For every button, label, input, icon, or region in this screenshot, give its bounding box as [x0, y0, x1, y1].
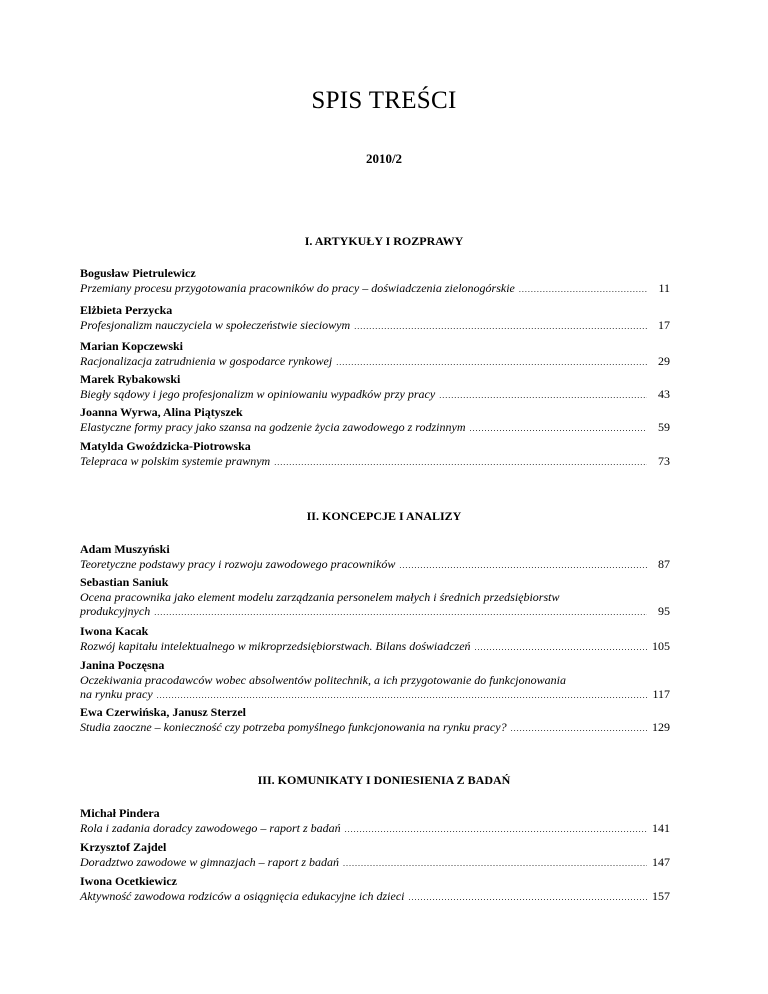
toc-entry[interactable] — [80, 705, 670, 736]
leader-dots — [511, 722, 647, 737]
entry-author: Ewa Czerwińska, Janusz Sterzel — [80, 705, 246, 719]
entry-title: Telepraca w polskim systemie prawnym — [80, 453, 271, 468]
entry-page: 147 — [652, 854, 670, 869]
leader-dots — [475, 641, 647, 656]
leader-dots — [343, 857, 647, 872]
entry-page: 141 — [652, 820, 670, 835]
entry-author: Iwona Ocetkiewicz — [80, 874, 177, 888]
toc-entry[interactable] — [80, 624, 670, 655]
leader-dots — [354, 320, 647, 335]
entry-title: Studia zaoczne – konieczność czy potrzeba pomyślnego funkcjonowania na rynku pracy? — [80, 719, 507, 734]
entry-page: 105 — [652, 638, 670, 653]
entry-title: Teoretyczne podstawy pracy i rozwoju zawodowego pracowników — [80, 556, 396, 571]
section-title: II. KONCEPCJE I ANALIZY — [306, 509, 462, 523]
entry-title: Oczekiwania pracodawców wobec absolwentów politechnik, a ich przygotowanie do funkcjonowania — [80, 672, 566, 687]
toc-entry[interactable] — [80, 372, 670, 403]
entry-author: Marian Kopczewski — [80, 339, 183, 353]
leader-dots — [336, 356, 647, 371]
entry-author: Krzysztof Zajdel — [80, 840, 167, 854]
leader-dots — [409, 891, 648, 906]
toc-entry[interactable] — [80, 303, 670, 334]
leader-dots — [519, 283, 647, 298]
toc-entry[interactable] — [80, 266, 670, 297]
entry-author: Bogusław Pietrulewicz — [80, 266, 196, 280]
entry-title: Rozwój kapitału intelektualnego w mikroprzedsiębiorstwach. Bilans doświadczeń — [80, 638, 471, 653]
toc-entry[interactable] — [80, 339, 670, 370]
toc-entry[interactable] — [80, 405, 670, 436]
entry-title: Elastyczne formy pracy jako szansa na godzenie życia zawodowego z rodzinnym — [80, 419, 466, 434]
section-title: I. ARTYKUŁY I ROZPRAWY — [304, 234, 464, 248]
entry-page: 59 — [658, 419, 670, 434]
entry-title: Biegły sądowy i jego profesjonalizm w opiniowaniu wypadków przy pracy — [80, 386, 436, 401]
leader-dots — [470, 422, 647, 437]
leader-dots — [439, 389, 647, 404]
entry-title-cont: produkcyjnych — [80, 604, 151, 618]
entry-title: Przemiany procesu przygotowania pracowników do pracy – doświadczenia zielonogórskie — [80, 280, 515, 295]
entry-page: 87 — [658, 556, 670, 571]
toc-entry[interactable] — [80, 575, 670, 621]
toc-entry[interactable] — [80, 439, 670, 470]
entry-title: Rola i zadania doradcy zawodowego – raport z badań — [80, 820, 341, 835]
entry-author: Iwona Kacak — [80, 624, 149, 638]
toc-entry[interactable] — [80, 840, 670, 871]
entry-title: Doradztwo zawodowe w gimnazjach – raport z badań — [80, 854, 340, 869]
entry-page: 95 — [658, 604, 670, 618]
entry-title: Aktywność zawodowa rodziców a osiągnięcia edukacyjne ich dzieci — [80, 888, 405, 903]
page-title: SPIS TREŚCI — [311, 87, 457, 114]
entry-author: Sebastian Saniuk — [80, 575, 169, 589]
entry-author: Marek Rybakowski — [80, 372, 181, 386]
entry-author: Michał Pindera — [80, 806, 160, 820]
section-title: III. KOMUNIKATY I DONIESIENIA Z BADAŃ — [257, 773, 511, 787]
entry-title: Profesjonalizm nauczyciela w społeczeństwie sieciowym — [80, 317, 351, 332]
entry-author: Matylda Gwoździcka-Piotrowska — [80, 439, 251, 453]
entry-author: Elżbieta Perzycka — [80, 303, 173, 317]
entry-author: Joanna Wyrwa, Alina Piątyszek — [80, 405, 243, 419]
toc-entry[interactable] — [80, 542, 670, 573]
toc-entry[interactable] — [80, 874, 670, 905]
entry-page: 73 — [658, 453, 670, 468]
leader-dots — [154, 606, 647, 621]
entry-title: Racjonalizacja zatrudnienia w gospodarce rynkowej — [80, 353, 333, 368]
toc-entry[interactable] — [80, 658, 670, 704]
entry-page: 11 — [658, 280, 670, 295]
entry-page: 43 — [658, 386, 670, 401]
entry-page: 17 — [658, 317, 670, 332]
entry-author: Adam Muszyński — [80, 542, 170, 556]
entry-page: 157 — [652, 888, 670, 903]
toc-entry[interactable] — [80, 806, 670, 837]
entry-page: 129 — [652, 719, 670, 734]
leader-dots — [274, 456, 647, 471]
issue-number: 2010/2 — [365, 151, 403, 166]
entry-author: Janina Poczęsna — [80, 658, 165, 672]
leader-dots — [157, 689, 647, 704]
entry-page: 29 — [658, 353, 670, 368]
entry-title: Ocena pracownika jako element modelu zarządzania personelem małych i średnich przedsiębiorstw — [80, 589, 560, 604]
entry-title-cont: na rynku pracy — [80, 687, 153, 701]
entry-page: 117 — [652, 687, 670, 701]
leader-dots — [345, 823, 647, 838]
leader-dots — [399, 559, 647, 574]
